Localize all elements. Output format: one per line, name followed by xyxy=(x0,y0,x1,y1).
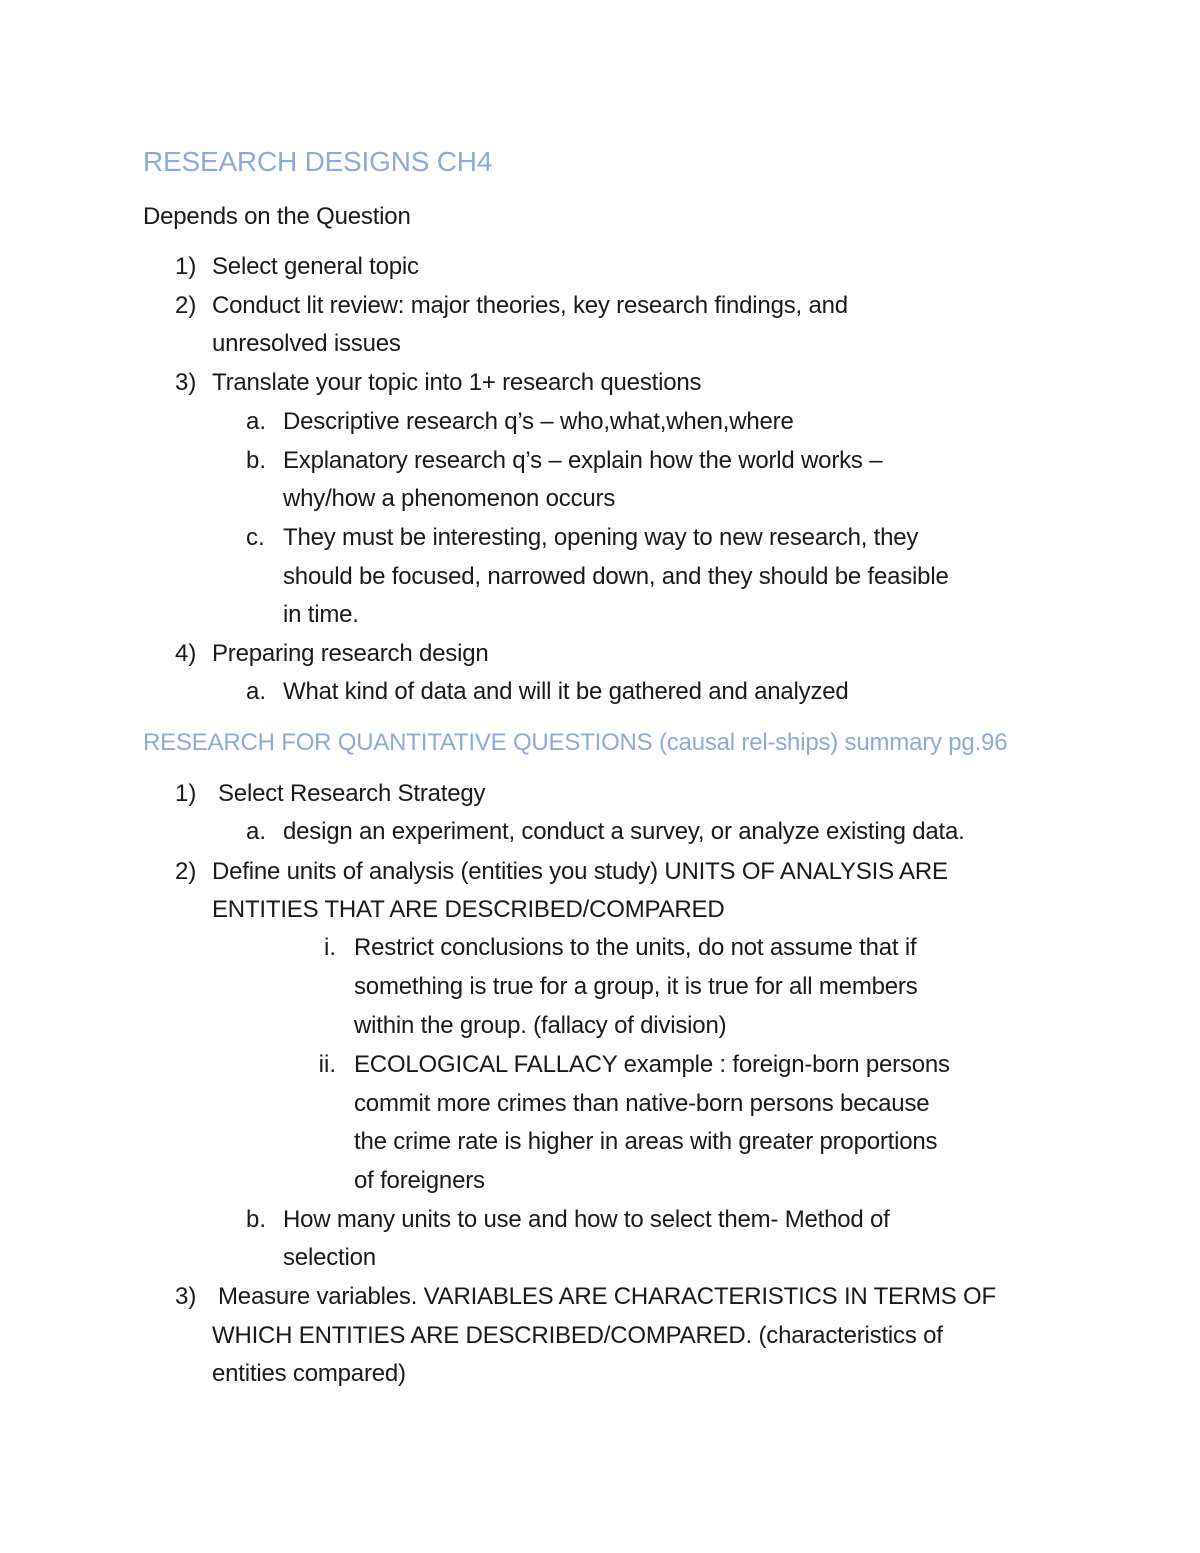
sub-list-marker: c. xyxy=(246,524,265,551)
list-marker: 2) xyxy=(175,292,197,319)
sub-list-marker: b. xyxy=(246,1206,267,1233)
list-item-text: WHICH ENTITIES ARE DESCRIBED/COMPARED. (characteristics of xyxy=(212,1322,943,1349)
list-marker: 4) xyxy=(175,640,197,667)
roman-list-item-text: Restrict conclusions to the units, do not assume that if xyxy=(354,934,917,961)
sub-list-item-text: design an experiment, conduct a survey, or analyze existing data. xyxy=(283,818,965,845)
sub-list-marker: a. xyxy=(246,408,267,435)
sub-list-item-text: Explanatory research q’s – explain how the world works – xyxy=(283,447,883,474)
list-item-text: entities compared) xyxy=(212,1360,406,1387)
sub-list-item-text: What kind of data and will it be gathered and analyzed xyxy=(283,678,849,705)
roman-list-item-text: commit more crimes than native-born persons because xyxy=(354,1090,930,1117)
roman-list-marker: ii. xyxy=(318,1051,336,1078)
sub-list-marker: a. xyxy=(246,818,267,845)
list-item-text: Measure variables. VARIABLES ARE CHARACTERISTICS IN TERMS OF xyxy=(218,1283,996,1310)
sub-list-item-text: in time. xyxy=(283,601,359,628)
roman-list-item-text: ECOLOGICAL FALLACY example : foreign-born persons xyxy=(354,1051,950,1078)
list-marker: 2) xyxy=(175,858,197,885)
sub-list-item-text: Descriptive research q’s – who,what,when,where xyxy=(283,408,794,435)
list-marker: 1) xyxy=(175,253,197,280)
list-item-text: ENTITIES THAT ARE DESCRIBED/COMPARED xyxy=(212,896,725,923)
list-marker: 3) xyxy=(175,1283,197,1310)
roman-list-item-text: something is true for a group, it is true for all members xyxy=(354,973,918,1000)
section-heading: RESEARCH FOR QUANTITATIVE QUESTIONS (causal rel-ships) summary pg.96 xyxy=(143,729,1008,756)
roman-list-marker: i. xyxy=(324,934,336,961)
sub-list-marker: a. xyxy=(246,678,267,705)
sub-list-item-text: selection xyxy=(283,1244,376,1271)
sub-list-item-text: They must be interesting, opening way to new research, they xyxy=(283,524,919,551)
list-marker: 3) xyxy=(175,369,197,396)
list-item-text: Conduct lit review: major theories, key research findings, and xyxy=(212,292,848,319)
intro-line: Depends on the Question xyxy=(143,203,411,230)
sub-list-item-text: should be focused, narrowed down, and they should be feasible xyxy=(283,563,949,590)
sub-list-marker: b. xyxy=(246,447,267,474)
list-item-text: Define units of analysis (entities you study) UNITS OF ANALYSIS ARE xyxy=(212,858,948,885)
list-item-text: Translate your topic into 1+ research questions xyxy=(212,369,702,396)
list-item-text: Preparing research design xyxy=(212,640,489,667)
list-item-text: Select general topic xyxy=(212,253,419,280)
roman-list-item-text: the crime rate is higher in areas with greater proportions xyxy=(354,1128,938,1155)
roman-list-item-text: of foreigners xyxy=(354,1167,485,1194)
sub-list-item-text: why/how a phenomenon occurs xyxy=(283,485,616,512)
sub-list-item-text: How many units to use and how to select them- Method of xyxy=(283,1206,890,1233)
list-item-text: unresolved issues xyxy=(212,330,401,357)
document-title: RESEARCH DESIGNS CH4 xyxy=(143,146,493,177)
list-item-text: Select Research Strategy xyxy=(218,780,486,807)
list-marker: 1) xyxy=(175,780,197,807)
roman-list-item-text: within the group. (fallacy of division) xyxy=(354,1012,727,1039)
